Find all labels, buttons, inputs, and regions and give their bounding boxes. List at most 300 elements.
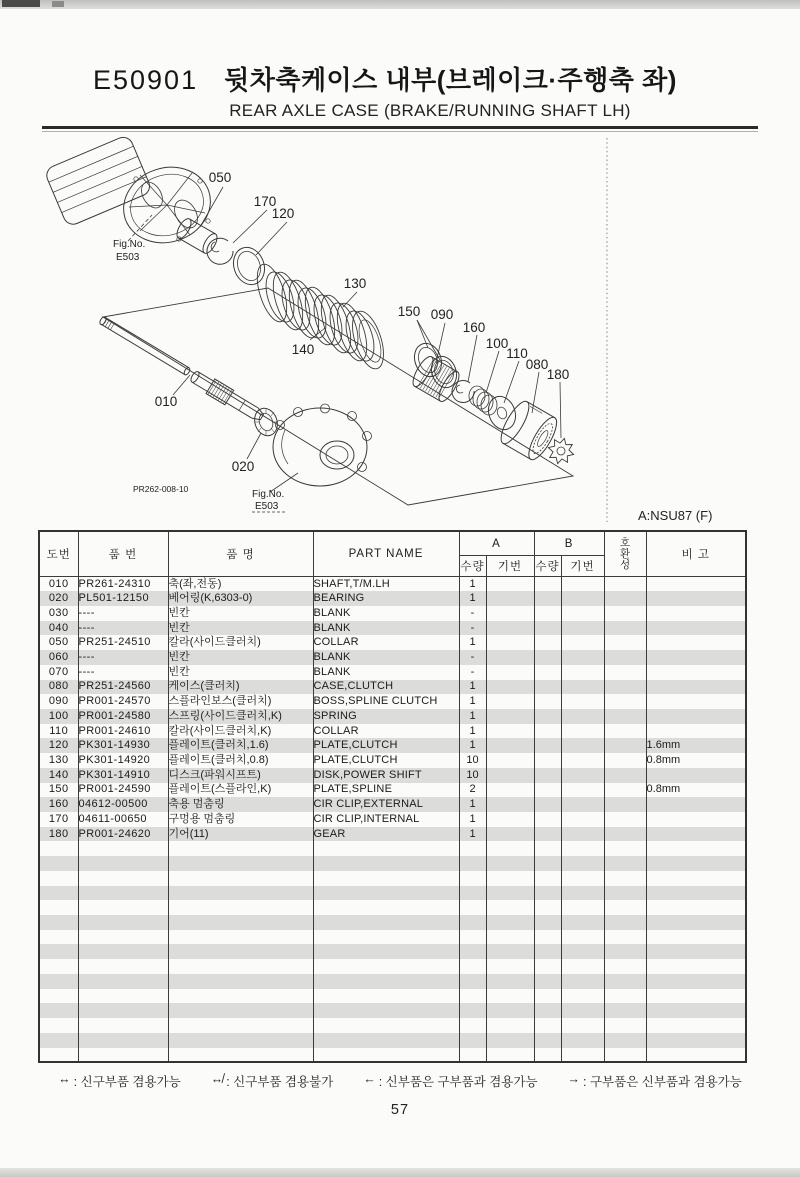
cell-compat [604,974,646,989]
cell-qty-a: 10 [459,768,486,783]
cell-qty-a: 1 [459,827,486,842]
cell-serial-b [561,886,604,901]
header-serial-a: 기번 [486,556,534,577]
cell-qty-a [459,1048,486,1063]
cell-part-no: PK301-14910 [78,768,168,783]
cell-doc-no: 050 [39,635,78,650]
cell-qty-b [534,900,561,915]
cell-compat [604,797,646,812]
cell-serial-a [486,841,534,856]
table-row-empty [39,974,746,989]
title-divider-shadow [42,131,758,132]
legend-text: : 구부품은 신부품과 겸용가능 [583,1075,742,1089]
cell-doc-no: 120 [39,738,78,753]
cell-serial-b [561,635,604,650]
cell-compat [604,959,646,974]
cell-serial-a [486,856,534,871]
cell-qty-a [459,1033,486,1048]
table-row-empty [39,959,746,974]
cell-part-name: BLANK [313,621,459,636]
callout-180: 180 [546,367,570,382]
header-group-b: B [534,531,604,556]
cell-qty-b [534,1033,561,1048]
callout-130: 130 [343,276,367,291]
cell-remark [646,665,746,680]
cell-serial-a [486,1003,534,1018]
cell-part-no: PR001-24590 [78,783,168,798]
cell-compat [604,694,646,709]
drawing-number: PR262-008-10 [133,484,189,494]
table-row-empty [39,856,746,871]
cell-serial-a [486,989,534,1004]
cell-qty-a: - [459,606,486,621]
cell-part-name [313,841,459,856]
cell-doc-no: 170 [39,812,78,827]
cell-name-ko: 플레이트(클러치,1.6) [168,738,313,753]
cell-qty-a [459,886,486,901]
cell-doc-no: 160 [39,797,78,812]
cell-doc-no [39,974,78,989]
cell-qty-b [534,797,561,812]
cell-name-ko [168,930,313,945]
legend-symbol: ← [363,1072,376,1086]
cell-name-ko [168,1018,313,1033]
cell-doc-no: 110 [39,724,78,739]
table-row [39,591,746,606]
parts-table-header [39,531,746,577]
cell-part-name: SPRING [313,709,459,724]
cell-part-name [313,1048,459,1063]
cell-compat [604,900,646,915]
cell-part-name [313,856,459,871]
cell-doc-no [39,1048,78,1063]
cell-name-ko: 기어(11) [168,827,313,842]
cell-part-no [78,841,168,856]
table-row [39,768,746,783]
cell-remark [646,974,746,989]
legend-symbol: ↔ [58,1072,71,1086]
cell-part-name [313,886,459,901]
table-row [39,827,746,842]
legend-item [211,1072,334,1090]
cell-compat [604,812,646,827]
cell-serial-b [561,856,604,871]
cell-part-no [78,871,168,886]
table-row [39,709,746,724]
cell-remark [646,724,746,739]
cell-qty-b [534,621,561,636]
header-qty-a: 수량 [459,556,486,577]
cell-remark [646,606,746,621]
cell-serial-a [486,577,534,592]
cell-qty-a [459,959,486,974]
cell-name-ko: 빈칸 [168,606,313,621]
cell-qty-a: 1 [459,591,486,606]
header-part-no: 품 번 [78,531,168,577]
cell-serial-b [561,1003,604,1018]
callout-020: 020 [231,459,255,474]
cell-serial-a [486,650,534,665]
cell-serial-b [561,724,604,739]
cell-qty-b [534,768,561,783]
cell-name-ko [168,1033,313,1048]
header-group-a: A [459,531,534,556]
cell-serial-a [486,930,534,945]
cell-serial-a [486,621,534,636]
callout-080: 080 [525,357,549,372]
cell-doc-no [39,886,78,901]
legend-symbol: → [567,1072,581,1086]
cell-qty-b [534,1003,561,1018]
cell-remark [646,959,746,974]
cell-qty-b [534,680,561,695]
cell-doc-no [39,959,78,974]
cell-serial-a [486,709,534,724]
cell-serial-a [486,827,534,842]
cell-serial-b [561,694,604,709]
cell-remark [646,577,746,592]
cell-remark [646,635,746,650]
cell-serial-b [561,974,604,989]
cell-qty-b [534,606,561,621]
cell-part-name: BLANK [313,606,459,621]
cell-remark [646,915,746,930]
cell-part-name [313,1033,459,1048]
cell-name-ko: 케이스(클러치) [168,680,313,695]
cell-serial-b [561,841,604,856]
cell-qty-b [534,591,561,606]
cell-part-no: PR251-24510 [78,635,168,650]
header-name-ko: 품 명 [168,531,313,577]
cell-doc-no: 010 [39,577,78,592]
table-row [39,738,746,753]
cell-name-ko [168,1003,313,1018]
cell-compat [604,1033,646,1048]
legend-item [568,1072,742,1090]
callout-110: 110 [506,346,528,361]
cell-part-no: ---- [78,665,168,680]
cell-qty-a: 1 [459,635,486,650]
cell-name-ko: 축(좌,전동) [168,577,313,592]
page-title-english: REAR AXLE CASE (BRAKE/RUNNING SHAFT LH) [229,101,631,120]
table-row [39,753,746,768]
cell-name-ko: 스프링(사이드클러치,K) [168,709,313,724]
cell-qty-b [534,886,561,901]
cell-part-no: PR261-24310 [78,577,168,592]
cell-compat [604,738,646,753]
diagram-linework [44,135,607,522]
cell-part-no [78,1018,168,1033]
table-row-empty [39,944,746,959]
cell-qty-b [534,915,561,930]
cell-qty-b [534,577,561,592]
cell-qty-b [534,635,561,650]
cell-serial-b [561,930,604,945]
cell-qty-a [459,1003,486,1018]
legend-item [363,1072,537,1090]
cell-qty-b [534,738,561,753]
cell-qty-a: 1 [459,738,486,753]
cell-serial-a [486,974,534,989]
cell-doc-no: 040 [39,621,78,636]
cell-part-no [78,944,168,959]
cell-compat [604,1048,646,1063]
cell-serial-b [561,621,604,636]
callout-090: 090 [430,307,454,322]
table-row-empty [39,1018,746,1033]
cell-compat [604,606,646,621]
cell-serial-b [561,989,604,1004]
legend-item [58,1072,181,1090]
page-number: 57 [390,1102,410,1118]
cell-name-ko: 칼라(사이드클러치,K) [168,724,313,739]
cell-qty-a: - [459,650,486,665]
cell-remark [646,680,746,695]
cell-qty-a [459,989,486,1004]
cell-serial-a [486,959,534,974]
section-code: E50901 [93,65,199,95]
cell-compat [604,768,646,783]
cell-part-no: PL501-12150 [78,591,168,606]
legend-text: : 신구부품 겸용불가 [226,1075,334,1089]
ref-note: A:NSU87 (F) [638,508,713,523]
cell-name-ko [168,989,313,1004]
cell-qty-a: 1 [459,680,486,695]
table-row-empty [39,900,746,915]
callout-140: 140 [291,342,315,357]
cell-part-no: PR001-24570 [78,694,168,709]
table-row-empty [39,915,746,930]
cell-serial-b [561,827,604,842]
cell-qty-a: 10 [459,753,486,768]
cell-qty-a: 1 [459,577,486,592]
cell-compat [604,665,646,680]
cell-part-no [78,930,168,945]
cell-compat [604,827,646,842]
table-row [39,621,746,636]
cell-qty-b [534,665,561,680]
cell-serial-b [561,680,604,695]
cell-part-name: PLATE,CLUTCH [313,753,459,768]
cell-doc-no: 090 [39,694,78,709]
cell-compat [604,915,646,930]
cell-remark [646,1033,746,1048]
header-doc-no: 도번 [39,531,78,577]
cell-compat [604,635,646,650]
cell-remark [646,621,746,636]
cell-doc-no: 030 [39,606,78,621]
cell-part-name [313,915,459,930]
cell-doc-no: 130 [39,753,78,768]
cell-qty-a [459,944,486,959]
cell-doc-no: 140 [39,768,78,783]
cell-doc-no [39,871,78,886]
table-row-empty [39,989,746,1004]
cell-part-name [313,1003,459,1018]
cell-qty-a: 1 [459,797,486,812]
cell-part-name: BEARING [313,591,459,606]
cell-compat [604,591,646,606]
cell-serial-b [561,944,604,959]
cell-qty-b [534,709,561,724]
cell-compat [604,783,646,798]
cell-qty-b [534,944,561,959]
cell-serial-a [486,665,534,680]
cell-qty-b [534,753,561,768]
cell-compat [604,871,646,886]
cell-serial-b [561,665,604,680]
cell-serial-a [486,591,534,606]
cell-name-ko: 빈칸 [168,650,313,665]
cell-doc-no [39,915,78,930]
cell-part-no: 04612-00500 [78,797,168,812]
cell-part-name [313,989,459,1004]
callout-150: 150 [397,304,421,319]
cell-part-no [78,1003,168,1018]
cell-remark [646,944,746,959]
cell-compat [604,841,646,856]
cell-qty-b [534,930,561,945]
cell-part-name: PLATE,CLUTCH [313,738,459,753]
cell-qty-a [459,856,486,871]
cell-serial-b [561,591,604,606]
cell-name-ko: 플레이트(클러치,0.8) [168,753,313,768]
cell-qty-b [534,650,561,665]
cell-remark [646,930,746,945]
cell-name-ko: 플레이트(스플라인,K) [168,783,313,798]
table-row-empty [39,1003,746,1018]
cell-part-no [78,959,168,974]
cell-qty-a: 1 [459,724,486,739]
callout-010: 010 [154,394,178,409]
cell-serial-a [486,886,534,901]
cell-name-ko: 베어링(K,6303-0) [168,591,313,606]
cell-doc-no: 020 [39,591,78,606]
table-row [39,724,746,739]
cell-part-name: PLATE,SPLINE [313,783,459,798]
cell-serial-b [561,1033,604,1048]
cell-serial-b [561,709,604,724]
cell-qty-b [534,783,561,798]
callout-120: 120 [271,206,295,221]
cell-qty-b [534,841,561,856]
table-row-empty [39,930,746,945]
cell-serial-b [561,606,604,621]
cell-name-ko [168,900,313,915]
cell-qty-b [534,1048,561,1063]
cell-compat [604,944,646,959]
cell-remark [646,768,746,783]
cell-doc-no [39,856,78,871]
cell-serial-a [486,768,534,783]
cell-remark [646,886,746,901]
cell-remark: 0.8mm [646,753,746,768]
cell-compat [604,989,646,1004]
cell-remark [646,871,746,886]
cell-serial-a [486,606,534,621]
cell-name-ko [168,1048,313,1063]
cell-part-no: PR001-24610 [78,724,168,739]
cell-serial-b [561,738,604,753]
cell-qty-a: 2 [459,783,486,798]
cell-name-ko: 디스크(파워시프트) [168,768,313,783]
table-row [39,694,746,709]
cell-qty-a [459,1018,486,1033]
cell-qty-a [459,915,486,930]
cell-serial-a [486,944,534,959]
cell-name-ko: 구멍용 멈춤링 [168,812,313,827]
header-remarks: 비 고 [646,531,746,577]
cell-name-ko [168,886,313,901]
callout-100: 100 [485,336,509,351]
cell-name-ko [168,974,313,989]
cell-part-no: PR001-24620 [78,827,168,842]
cell-remark [646,856,746,871]
cell-compat [604,621,646,636]
cell-doc-no: 100 [39,709,78,724]
callout-050: 050 [208,170,232,185]
header-serial-b: 기번 [561,556,604,577]
table-row [39,606,746,621]
cell-serial-b [561,871,604,886]
cell-qty-a [459,871,486,886]
cell-remark: 0.8mm [646,783,746,798]
cell-doc-no: 060 [39,650,78,665]
scan-mark [52,1,64,7]
cell-part-name: DISK,POWER SHIFT [313,768,459,783]
cell-qty-b [534,812,561,827]
cell-serial-b [561,812,604,827]
cell-part-no [78,915,168,930]
title-divider [42,126,758,129]
cell-name-ko [168,959,313,974]
cell-part-no: ---- [78,650,168,665]
cell-part-name [313,930,459,945]
cell-qty-b [534,694,561,709]
cell-serial-b [561,900,604,915]
scan-artifact-bottom [0,1168,800,1177]
cell-compat [604,1018,646,1033]
cell-serial-a [486,680,534,695]
cell-remark [646,797,746,812]
cell-serial-a [486,871,534,886]
cell-serial-b [561,650,604,665]
cell-name-ko [168,871,313,886]
cell-serial-a [486,635,534,650]
cell-name-ko [168,944,313,959]
header-qty-b: 수량 [534,556,561,577]
cell-part-no [78,886,168,901]
cell-part-no: PR251-24560 [78,680,168,695]
cell-compat [604,709,646,724]
callout-160: 160 [462,320,486,335]
cell-serial-b [561,959,604,974]
cell-qty-a: 1 [459,812,486,827]
cell-qty-b [534,1018,561,1033]
cell-part-name [313,871,459,886]
cell-remark [646,694,746,709]
table-row-empty [39,886,746,901]
cell-remark [646,989,746,1004]
cell-remark [646,812,746,827]
table-row [39,680,746,695]
parts-table-body [39,577,746,1063]
cell-name-ko: 빈칸 [168,665,313,680]
cell-qty-a [459,900,486,915]
cell-serial-a [486,1033,534,1048]
cell-qty-b [534,827,561,842]
cell-compat [604,724,646,739]
